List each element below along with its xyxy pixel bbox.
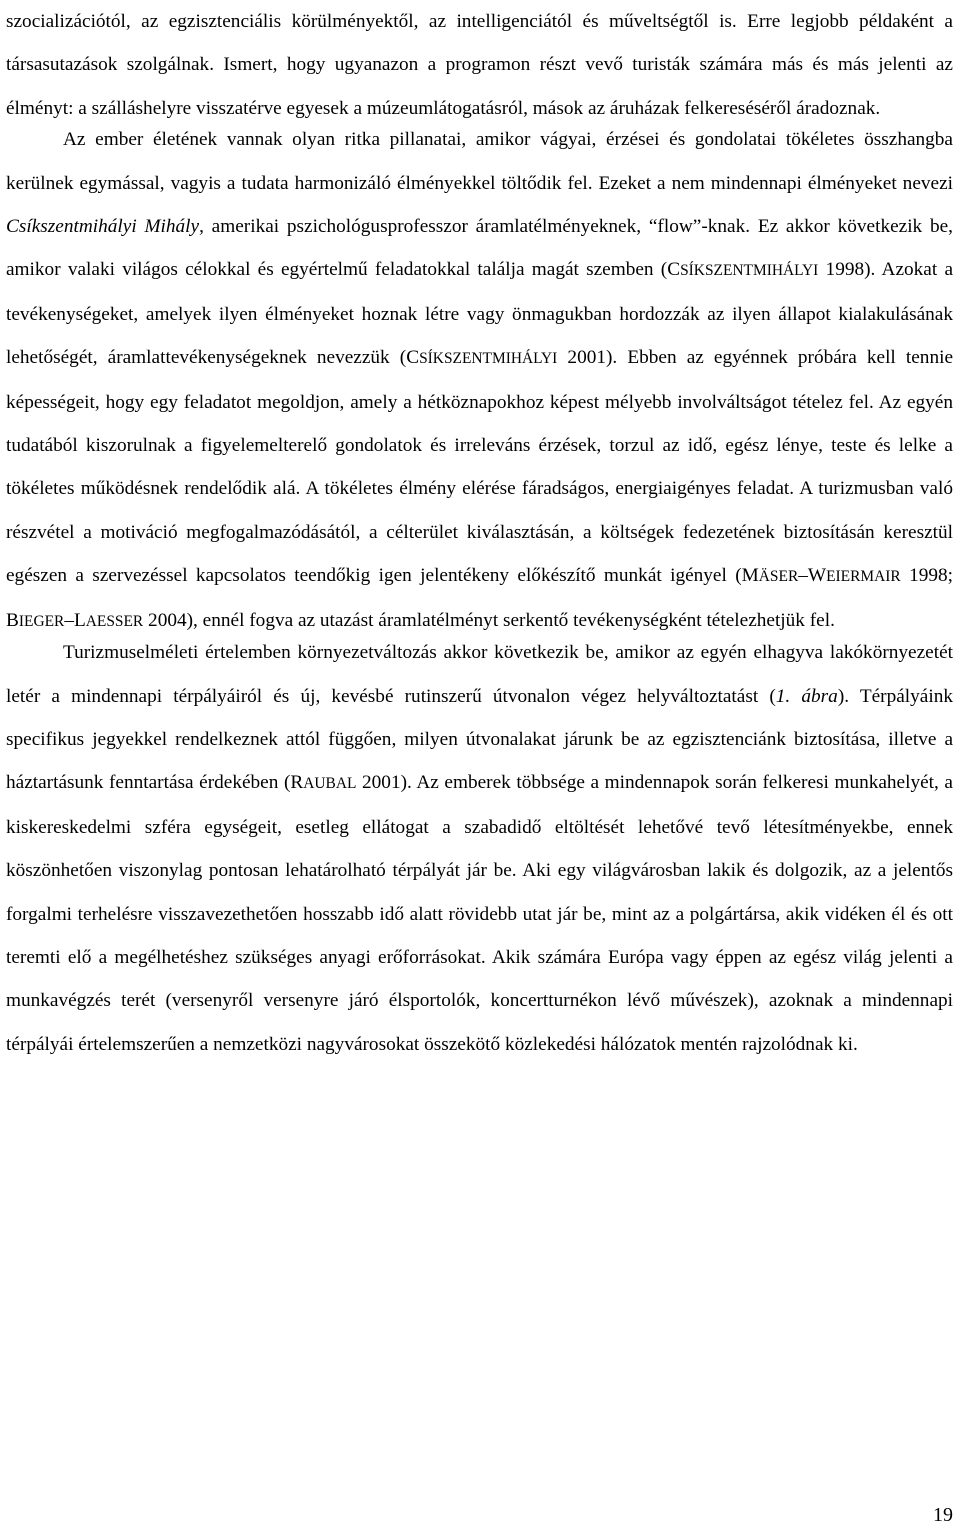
- italic-text: 1. ábra: [775, 685, 838, 707]
- text-run: Turizmuselméleti értelemben környezetváltozás akkor következik be, amikor az egyén elhagyva lakókörnyezetét letér a mindennapi térpályáiról és új, kevésbé rutinszerű útvonalon végez helyváltoztatást (: [6, 642, 953, 707]
- small-caps-author: SÍKSZENTMIHÁLYI: [680, 262, 819, 280]
- small-caps-author: EIERMAIR: [826, 568, 901, 586]
- text-run: 2001). Ebben az egyénnek próbára kell tennie képességeit, hogy egy feladatot megoldjon, amely a hétköznapokhoz képest mélyebb involváltságot tételez fel. Az egyén tudatából kiszorulnak a figyelemelterelő gondolatok és irreleváns érzések, torzul az idő, egész lénye, teste és lelke a tökéletes működésnek rendelődik alá. A tökéletes élmény elérése fáradságos, energiaigényes feladat. A turizmusban való részvétel a motiváció megfogalmazódásától, a célterület kiválasztásán, a költségek fedezetének biztosításán keresztül egészen a szervezéssel kapcsolatos teendőkig igen jelentékeny előkészítő munkát igényel (M: [6, 347, 953, 587]
- text-run: ). Térpályáink specifikus jegyekkel rendelkeznek attól függően, milyen útvonalakat járunk be az egzisztenciánk biztosítása, illetve a háztartásunk fenntartása érdekében (R: [6, 685, 953, 794]
- text-run: –W: [798, 565, 827, 587]
- text-run: szocializációtól, az egzisztenciális körülményektől, az intelligenciától és műveltségtől is. Erre legjobb példaként a társasutazások szolgálnak. Ismert, hogy ugyanazon a programon részt vevő turisták számára más és más jelenti az élményt: a szálláshelyre visszatérve egyesek a múzeumlátogatásról, mások az áruházak felkereséséről áradoznak.: [6, 11, 953, 119]
- text-run: 1998). Azokat a tevékenységeket, amelyek ilyen élményeket hoznak létre vagy önmagukban hordozzák az ilyen állapot kialakulásának lehetőségét, áramlattevékenységeknek nevezzük (C: [6, 259, 953, 369]
- small-caps-author: IEGER: [18, 612, 65, 630]
- small-caps-author: ÄSER: [758, 568, 799, 586]
- text-run: Az ember életének vannak olyan ritka pillanatai, amikor vágyai, érzései és gondolatai tökéletes összhangba kerülnek egymással, vagyis a tudata harmonizáló élményekkel töltődik fel. Ezeket a nem mindennapi élményeket nevezi: [6, 129, 953, 194]
- paragraph-3: [6, 631, 953, 1066]
- paragraph-2: [6, 118, 953, 643]
- small-caps-author: AUBAL: [303, 775, 357, 793]
- text-run: 2001). Az emberek többsége a mindennapok során felkeresi munkahelyét, a kiskereskedelmi szféra egységeit, esetleg ellátogat a szabadidő eltöltését lehetővé tevő létesítményekbe, ennek köszönhetően viszonylag pontosan lehatárolható térpályát jár be. Aki egy világvárosban lakik és dolgozik, az a jelentős forgalmi terhelésre visszavezethetően hosszabb idő alatt rövidebb utat jár be, mint az a polgártársa, akik vidéken él és ott teremti elő a megélhetéshez szükséges anyagi erőforrásokat. Akik számára Európa vagy éppen az egész világ jelenti a munkavégzés terét (versenyről versenyre járó élsportolók, koncertturnékon lévő művészek), azoknak a mindennapi térpályái értelemszerűen a nemzetközi nagyvárosokat összekötő közlekedési hálózatok mentén rajzolódnak ki.: [6, 772, 953, 1055]
- italic-text: Csíkszentmihályi Mihály: [6, 216, 200, 238]
- text-run: 1998; B: [6, 565, 953, 631]
- small-caps-author: SÍKSZENTMIHÁLYI: [419, 350, 558, 368]
- small-caps-author: AESSER: [85, 612, 144, 630]
- page-number: 19: [933, 1504, 953, 1526]
- paragraph-1: [6, 0, 953, 130]
- text-run: 2004), ennél fogva az utazást áramlatélményt serkentő tevékenységként tételezhetjük fel.: [143, 609, 835, 631]
- document-page: [6, 0, 953, 1066]
- text-run: , amerikai pszichológusprofesszor áramlatélményeknek, “flow”-knak. Ez akkor következik be, amikor valaki világos célokkal és egyértelmű feladatokkal találja magát szemben (C: [6, 216, 953, 281]
- text-run: –L: [64, 609, 86, 631]
